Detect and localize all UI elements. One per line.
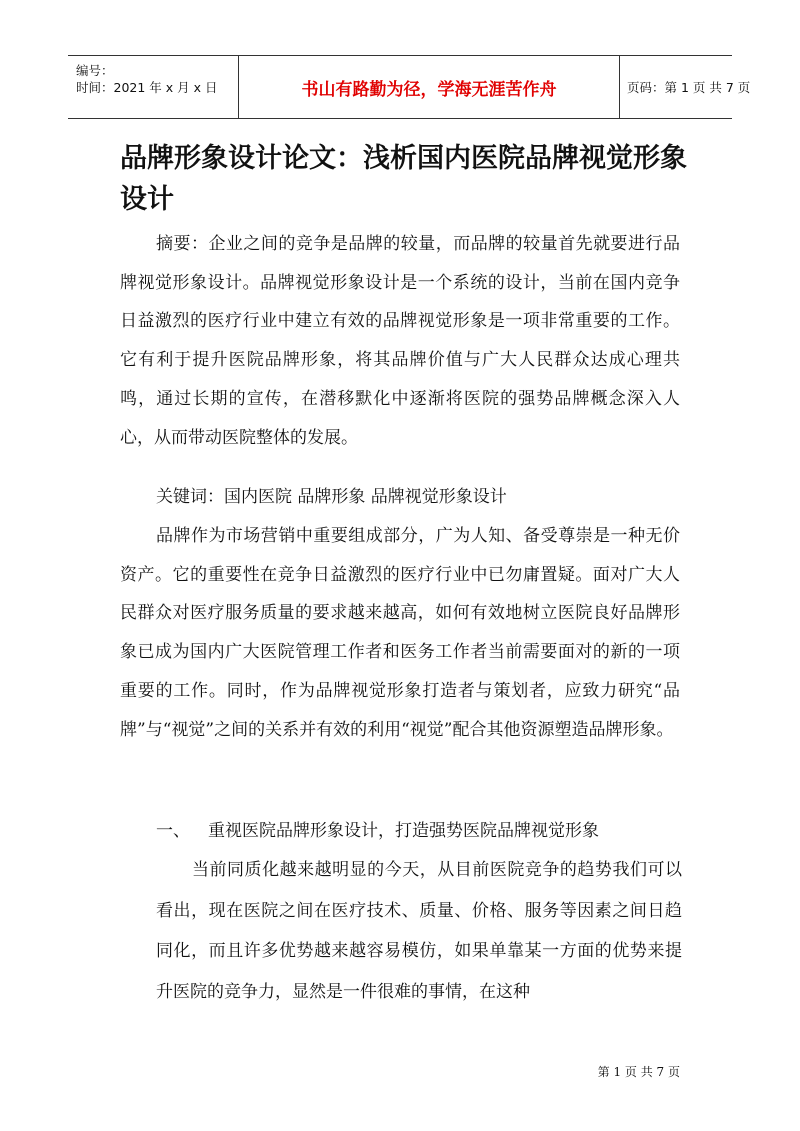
header-page-cell — [619, 56, 751, 118]
header-page-info: 页码：第 1 页 共 7 页 — [627, 80, 751, 95]
keywords-line: 关键词：国内医院 品牌形象 品牌视觉形象设计 — [156, 487, 507, 507]
header-motto: 书山有路勤为径，学海无涯苦作舟 — [301, 79, 557, 100]
intro-paragraph: 品牌作为市场营销中重要组成部分，广为人知、备受尊崇是一种无价资产。它的重要性在竞争日益激烈的医疗行业中已勿庸置疑。面对广大人民群众对医疗服务质量的要求越来越高，如何有效地树立医院良好品牌形象已成为国内广大医院管理工作者和医务工作者当前需要面对的新的一项重要的工作。同时，作为品牌视觉形象打造者与策划者，应致力研究“品牌”与“视觉”之间的关系并有效的利用“视觉”配合其他资源塑造品牌形象。 — [120, 526, 680, 740]
document-header — [68, 55, 751, 119]
section-number: 一、 — [156, 821, 190, 841]
page-footer: 第 1 页 共 7 页 — [597, 1065, 680, 1079]
document-title: 品牌形象设计论文：浅析国内医院品牌视觉形象设计 — [120, 143, 687, 215]
number-label: 编号： — [76, 63, 114, 78]
section-paragraph: 当前同质化越来越明显的今天，从目前医院竞争的趋势我们可以看出，现在医院之间在医疗技术、质量、价格、服务等因素之间日趋同化，而且许多优势越来越容易模仿，如果单靠某一方面的优势来提升医院的竞争力，显然是一件很难的事情，在这种 — [156, 860, 682, 1002]
time-label: 时间：2021 年 x 月 x 日 — [76, 80, 218, 95]
header-meta — [68, 56, 238, 118]
abstract-paragraph: 摘要：企业之间的竞争是品牌的较量，而品牌的较量首先就要进行品牌视觉形象设计。品牌视觉形象设计是一个系统的设计，当前在国内竞争日益激烈的医疗行业中建立有效的品牌视觉形象是一项非常重要的工作。它有利于提升医院品牌形象，将其品牌价值与广大人民群众达成心理共鸣，通过长期的宣传，在潜移默化中逐渐将医院的强势品牌概念深入人心，从而带动医院整体的发展。 — [120, 234, 680, 448]
header-motto-cell — [238, 56, 620, 118]
section-heading — [156, 812, 696, 851]
section-title: 重视医院品牌形象设计，打造强势医院品牌视觉形象 — [208, 821, 599, 841]
